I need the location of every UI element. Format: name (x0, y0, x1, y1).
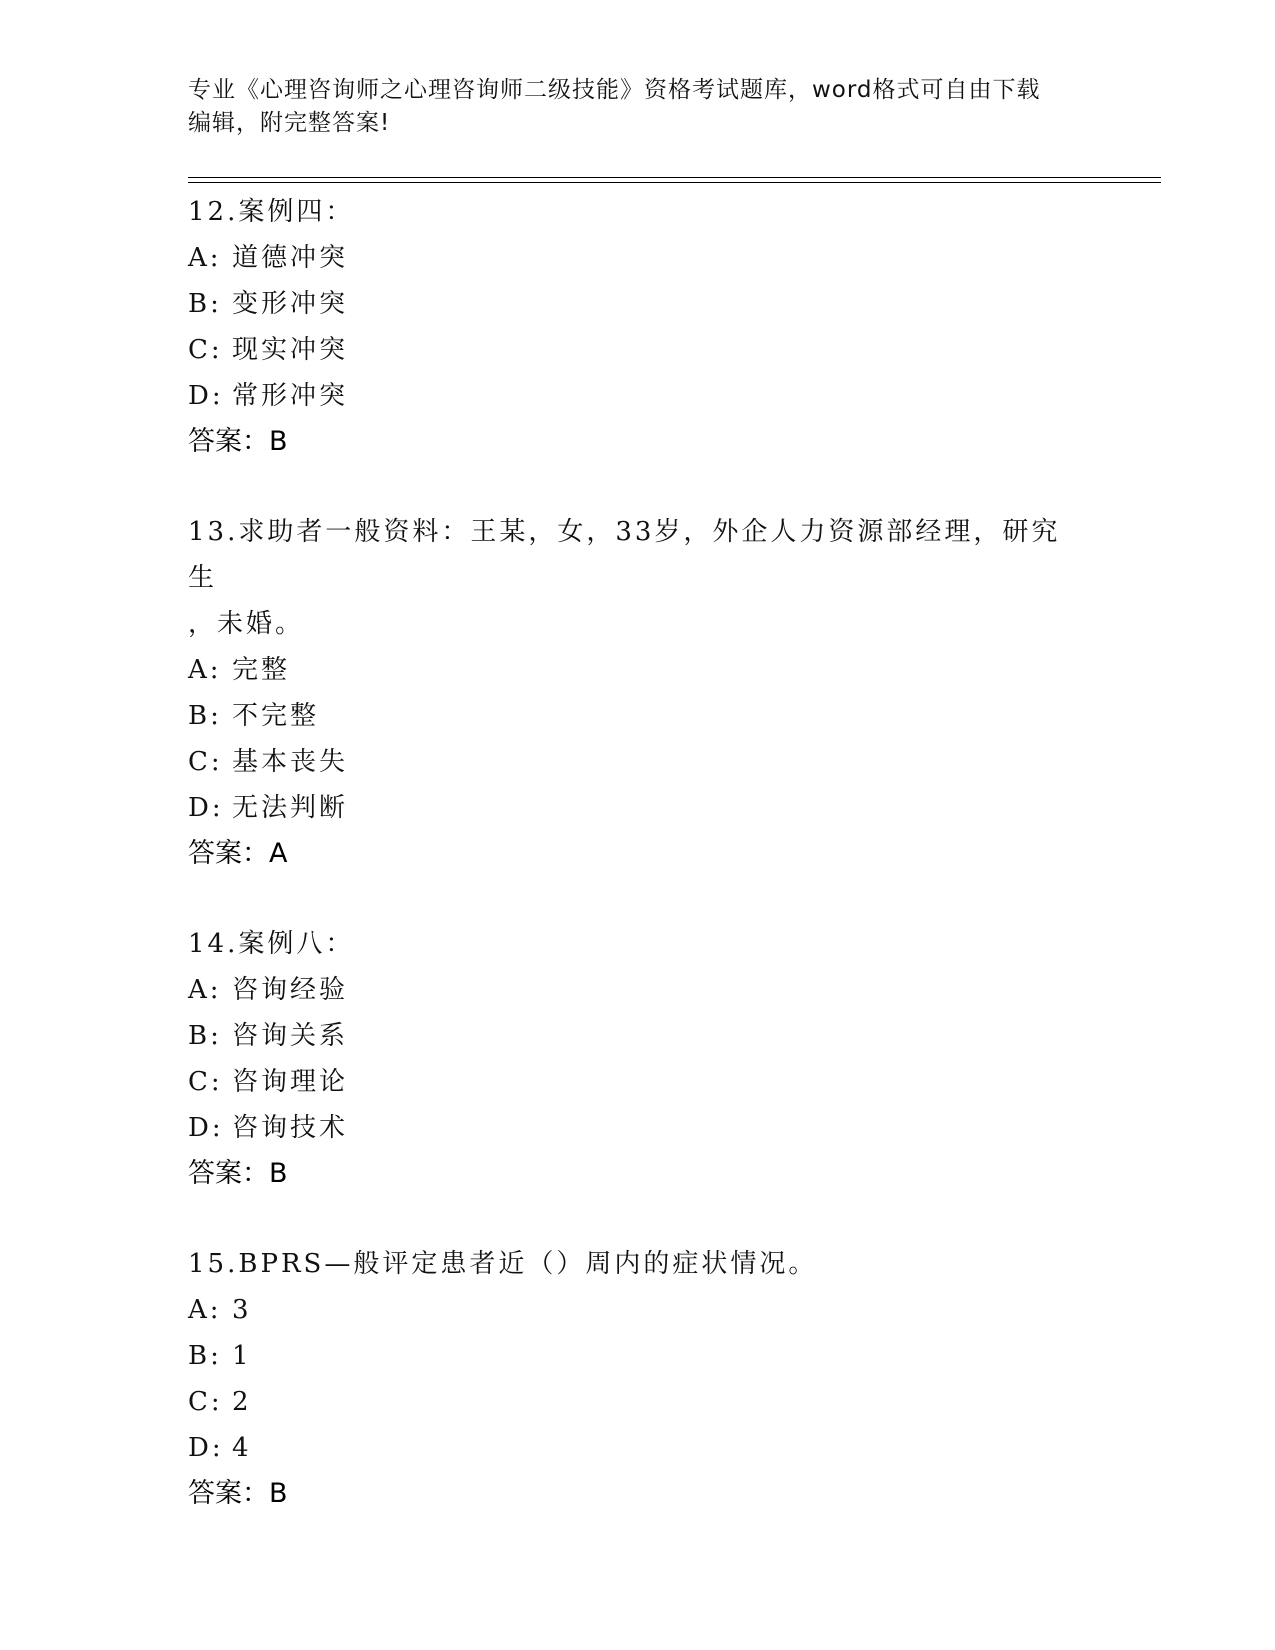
answer-line: 答案：B (188, 1478, 288, 1509)
header-line-1: 专业《心理咨询师之心理咨询师二级技能》资格考试题库，word格式可自由下载 (188, 77, 1041, 103)
header-line-2: 编辑，附完整答案! (188, 110, 391, 136)
question-item (188, 509, 1088, 877)
option-text: 完整 (232, 655, 291, 685)
option-text: 现实冲突 (232, 335, 349, 365)
option-text: 1 (232, 1341, 252, 1371)
option-letter: D: (188, 1433, 224, 1463)
option-c (188, 1059, 1088, 1105)
option-a (188, 235, 1088, 281)
option-letter: B: (188, 701, 222, 731)
option-text: 3 (232, 1295, 252, 1325)
question-text: 12.案例四： (188, 197, 355, 227)
option-a (188, 1287, 1088, 1333)
option-letter: B: (188, 1021, 222, 1051)
question-text: 14.案例八： (188, 929, 355, 959)
option-letter: A: (188, 975, 222, 1005)
option-letter: B: (188, 289, 222, 319)
question-text: 15.BPRS—般评定患者近（）周内的症状情况。 (188, 1249, 818, 1279)
option-letter: A: (188, 243, 222, 273)
option-b (188, 693, 1088, 739)
option-text: 不完整 (232, 701, 320, 731)
answer-line: 答案：B (188, 426, 288, 457)
question-text: 13.求助者一般资料：王某，女，33岁，外企人力资源部经理，研究生 (188, 517, 1061, 593)
option-a (188, 967, 1088, 1013)
option-text: 咨询关系 (232, 1021, 349, 1051)
option-d (188, 1425, 1088, 1471)
header-divider-bottom (188, 182, 1161, 183)
option-text: 无法判断 (232, 793, 349, 823)
option-letter: B: (188, 1341, 222, 1371)
question-item (188, 189, 1088, 465)
option-text: 咨询技术 (232, 1113, 349, 1143)
option-letter: A: (188, 655, 222, 685)
option-d (188, 785, 1088, 831)
option-b (188, 1333, 1088, 1379)
option-letter: C: (188, 1387, 223, 1417)
question-item (188, 1241, 1088, 1517)
answer-line: 答案：A (188, 838, 288, 869)
option-text: 道德冲突 (232, 243, 349, 273)
option-letter: D: (188, 793, 224, 823)
question-item (188, 921, 1088, 1197)
option-d (188, 1105, 1088, 1151)
option-a (188, 647, 1088, 693)
option-letter: D: (188, 1113, 224, 1143)
option-letter: D: (188, 381, 224, 411)
option-text: 2 (232, 1387, 252, 1417)
option-text: 咨询理论 (232, 1067, 349, 1097)
option-b (188, 1013, 1088, 1059)
question-list (188, 189, 1088, 1561)
header-divider-top (188, 177, 1161, 178)
option-letter: C: (188, 1067, 223, 1097)
option-letter: C: (188, 335, 223, 365)
option-c (188, 739, 1088, 785)
option-text: 常形冲突 (232, 381, 349, 411)
answer-line: 答案：B (188, 1158, 288, 1189)
option-c (188, 1379, 1088, 1425)
option-text: 基本丧失 (232, 747, 349, 777)
option-d (188, 373, 1088, 419)
option-letter: C: (188, 747, 223, 777)
option-text: 咨询经验 (232, 975, 349, 1005)
option-c (188, 327, 1088, 373)
option-b (188, 281, 1088, 327)
question-text-continued: ，未婚。 (188, 609, 305, 639)
option-text: 变形冲突 (232, 289, 349, 319)
document-header (188, 74, 1088, 140)
option-text: 4 (232, 1433, 252, 1463)
option-letter: A: (188, 1295, 222, 1325)
